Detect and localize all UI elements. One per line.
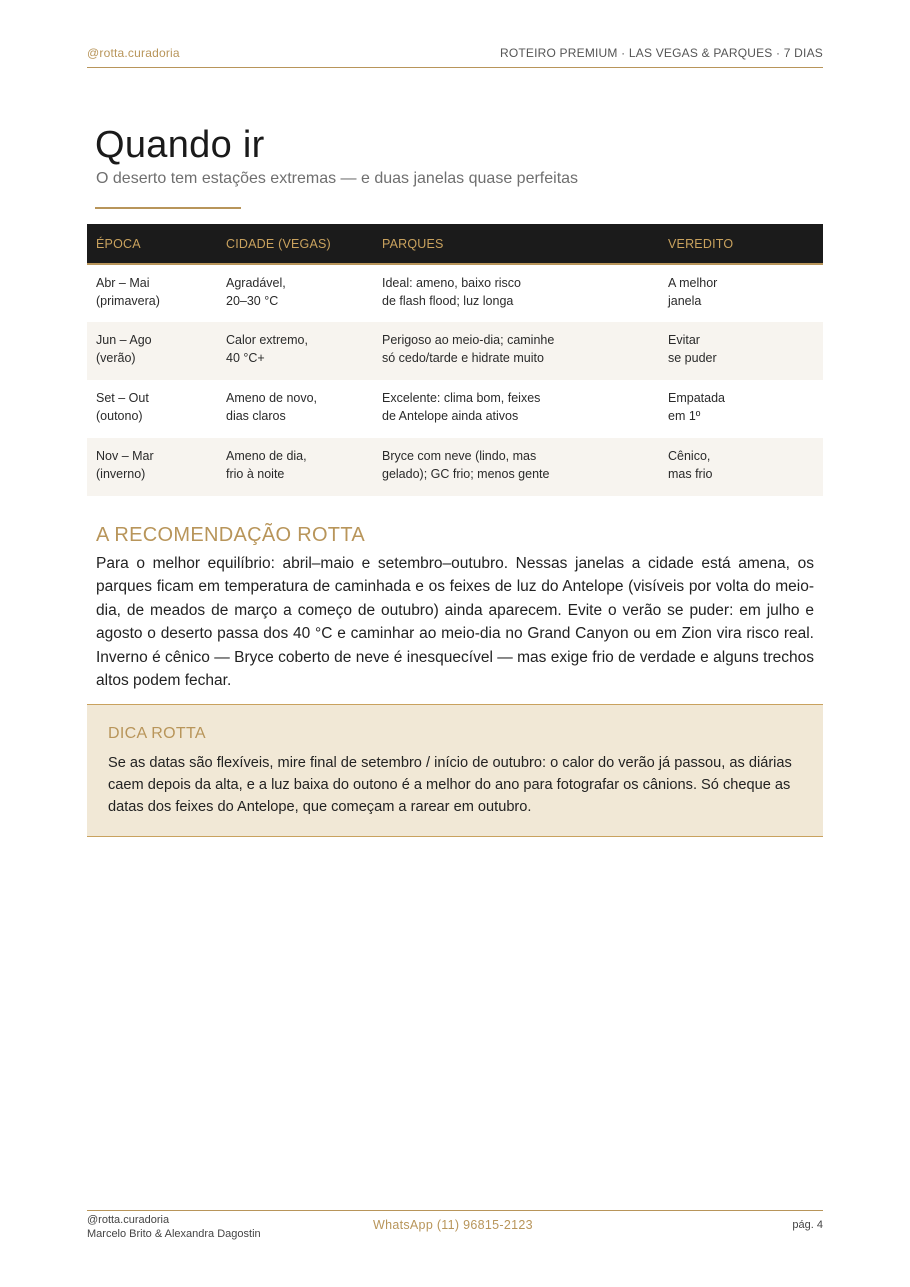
cell-line: Nov – Mar	[96, 449, 154, 463]
cell-line: (verão)	[96, 351, 136, 365]
table-header-row	[87, 224, 823, 264]
cell-line: em 1º	[668, 409, 701, 423]
cell-line: de flash flood; luz longa	[382, 294, 514, 308]
cell-line: Ideal: ameno, baixo risco	[382, 276, 521, 290]
cell-line: mas frio	[668, 467, 713, 481]
cell-line: frio à noite	[226, 467, 285, 481]
cell-line: Bryce com neve (lindo, mas	[382, 449, 537, 463]
cell-line: Perigoso ao meio-dia; caminhe	[382, 333, 555, 347]
cell-epoca	[87, 438, 217, 496]
cell-line: (inverno)	[96, 467, 146, 481]
cell-veredito	[659, 322, 823, 380]
column-header-parques: PARQUES	[373, 224, 659, 264]
cell-cidade	[217, 264, 373, 322]
cell-line: 20–30 °C	[226, 294, 279, 308]
recommendation-heading: A RECOMENDAÇÃO ROTTA	[96, 524, 365, 546]
cell-parques	[373, 264, 659, 322]
page-title: Quando ir	[95, 124, 265, 166]
cell-line: Ameno de novo,	[226, 391, 318, 405]
cell-line: Excelente: clima bom, feixes	[382, 391, 541, 405]
tip-heading: DICA ROTTA	[108, 725, 206, 742]
footer-page-number: pág. 4	[792, 1219, 823, 1231]
column-header-epoca: ÉPOCA	[87, 224, 217, 264]
cell-veredito	[659, 380, 823, 438]
cell-epoca	[87, 264, 217, 322]
cell-cidade	[217, 438, 373, 496]
cell-epoca	[87, 322, 217, 380]
cell-veredito	[659, 264, 823, 322]
season-table	[87, 224, 823, 496]
running-footer	[87, 1210, 823, 1250]
cell-line: Jun – Ago	[96, 333, 152, 347]
cell-line: Agradável,	[226, 276, 286, 290]
title-divider	[95, 207, 241, 209]
cell-line: Cênico,	[668, 449, 711, 463]
cell-line: 40 °C+	[226, 351, 265, 365]
table-row	[87, 322, 823, 380]
footer-whatsapp-contact: WhatsApp (11) 96815-2123	[373, 1218, 533, 1232]
cell-line: (primavera)	[96, 294, 160, 308]
cell-line: (outono)	[96, 409, 143, 423]
tip-body: Se as datas são flexíveis, mire final de setembro / início de outubro: o calor do verão já passou, as diárias caem depois da alta, e a luz baixa do outono é a melhor do ano para fotografar os cânions. Só cheque as datas dos feixes do Antelope, que começam a rarear em outubro.	[108, 755, 792, 815]
footer-authors: Marcelo Brito & Alexandra Dagostin	[87, 1228, 261, 1240]
recommendation-body: Para o melhor equilíbrio: abril–maio e setembro–outubro. Nessas janelas a cidade está amena, os parques ficam em temperatura de caminhada e os feixes de luz do Antelope (visíveis por volta do meio-dia, de meados de março a começo de outubro) ainda aparecem. Evite o verão se puder: em julho e agosto o deserto passa dos 40 °C e caminhar ao meio-dia no Grand Canyon ou em Zion vira risco real. Inverno é cênico — Bryce coberto de neve é inesquecível — mas exige frio de verdade e alguns trechos altos podem fechar.	[96, 555, 814, 690]
cell-line: janela	[668, 294, 702, 308]
column-header-veredito: VEREDITO	[659, 224, 823, 264]
cell-parques	[373, 380, 659, 438]
cell-line: Empatada	[668, 391, 725, 405]
tip-box	[87, 704, 823, 837]
page-subtitle: O deserto tem estações extremas — e duas janelas quase perfeitas	[96, 170, 579, 187]
cell-line: se puder	[668, 351, 717, 365]
table-row	[87, 438, 823, 496]
cell-cidade	[217, 380, 373, 438]
column-header-cidade: CIDADE (VEGAS)	[217, 224, 373, 264]
header-brand: @rotta.curadoria	[87, 46, 180, 60]
cell-line: Evitar	[668, 333, 700, 347]
running-header	[87, 46, 823, 68]
cell-line: Calor extremo,	[226, 333, 308, 347]
cell-line: só cedo/tarde e hidrate muito	[382, 351, 544, 365]
cell-epoca	[87, 380, 217, 438]
cell-parques	[373, 322, 659, 380]
table-row	[87, 264, 823, 322]
cell-cidade	[217, 322, 373, 380]
cell-parques	[373, 438, 659, 496]
cell-line: Set – Out	[96, 391, 149, 405]
cell-line: A melhor	[668, 276, 718, 290]
cell-line: dias claros	[226, 409, 286, 423]
table-row	[87, 380, 823, 438]
cell-line: de Antelope ainda ativos	[382, 409, 519, 423]
cell-line: Abr – Mai	[96, 276, 150, 290]
header-doc-title: ROTEIRO PREMIUM · LAS VEGAS & PARQUES · 7 DIAS	[499, 46, 823, 60]
footer-brand: @rotta.curadoria	[87, 1214, 170, 1226]
cell-line: gelado); GC frio; menos gente	[382, 467, 550, 481]
cell-line: Ameno de dia,	[226, 449, 307, 463]
cell-veredito	[659, 438, 823, 496]
